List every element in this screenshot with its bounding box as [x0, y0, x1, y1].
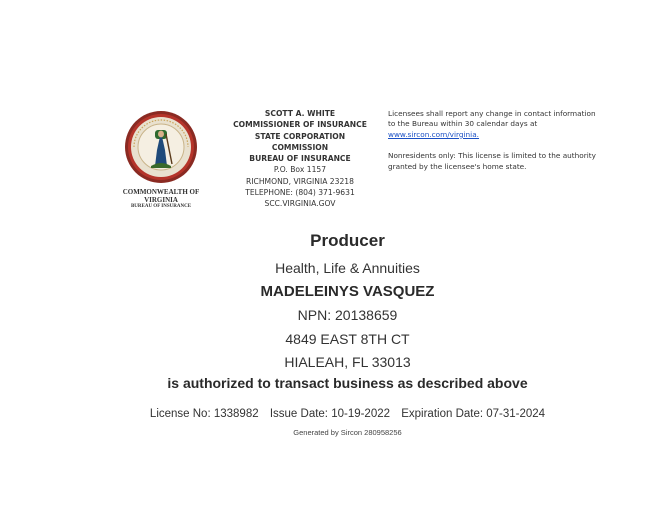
commissioner-address-block [232, 108, 368, 210]
generated-by: Generated by Sircon 280958256 [293, 428, 402, 437]
city-state-zip: RICHMOND, VIRGINIA 23218 [246, 176, 354, 186]
license-number: License No: 1338982 [149, 408, 259, 420]
commission-name-line1: STATE CORPORATION [254, 131, 346, 141]
sircon-link[interactable]: www.sircon.com/virginia. [388, 129, 480, 139]
telephone: TELEPHONE: (804) 371-9631 [245, 188, 355, 198]
lines-of-authority: Health, Life & Annuities [275, 260, 420, 276]
address-line2: HIALEAH, FL 33013 [284, 354, 411, 370]
contact-change-notice [388, 109, 598, 140]
licensee-notice [388, 109, 598, 183]
address-line1: 4849 EAST 8TH CT [285, 330, 410, 347]
seal-caption-line3: BUREAU OF INSURANCE [130, 204, 192, 209]
virginia-seal-icon [124, 110, 198, 184]
contact-change-text: Licensees shall report any change in contact information to the Bureau within 30 calendar days at [388, 109, 596, 129]
nonresident-notice: Nonresidents only: This license is limited to the authority granted by the licensee's home state. [388, 151, 596, 171]
commissioner-title: COMMISSIONER OF INSURANCE [233, 120, 367, 130]
license-type: Producer [310, 231, 385, 250]
virginia-seal-block [118, 110, 204, 210]
license-details [0, 408, 670, 420]
holder-name: MADELEINYS VASQUEZ [260, 282, 435, 300]
seal-caption-line2: VIRGINIA [144, 196, 178, 204]
commission-name-line2: COMMISSION [271, 142, 329, 152]
issue-date: Issue Date: 10-19-2022 [269, 408, 391, 420]
authorization-statement: is authorized to transact business as described above [167, 375, 528, 391]
license-holder-block [0, 258, 670, 376]
website: SCC.VIRGINIA.GOV [264, 199, 336, 209]
bureau-name: BUREAU OF INSURANCE [249, 154, 351, 164]
npn-number: NPN: 20138659 [297, 307, 398, 323]
seal-caption-line1: COMMONWEALTH OF [122, 188, 200, 196]
commissioner-name: SCOTT A. WHITE [264, 109, 336, 118]
po-box: P.O. Box 1157 [273, 165, 327, 175]
expiration-date: Expiration Date: 07-31-2024 [401, 408, 546, 420]
seal-caption [118, 188, 204, 210]
